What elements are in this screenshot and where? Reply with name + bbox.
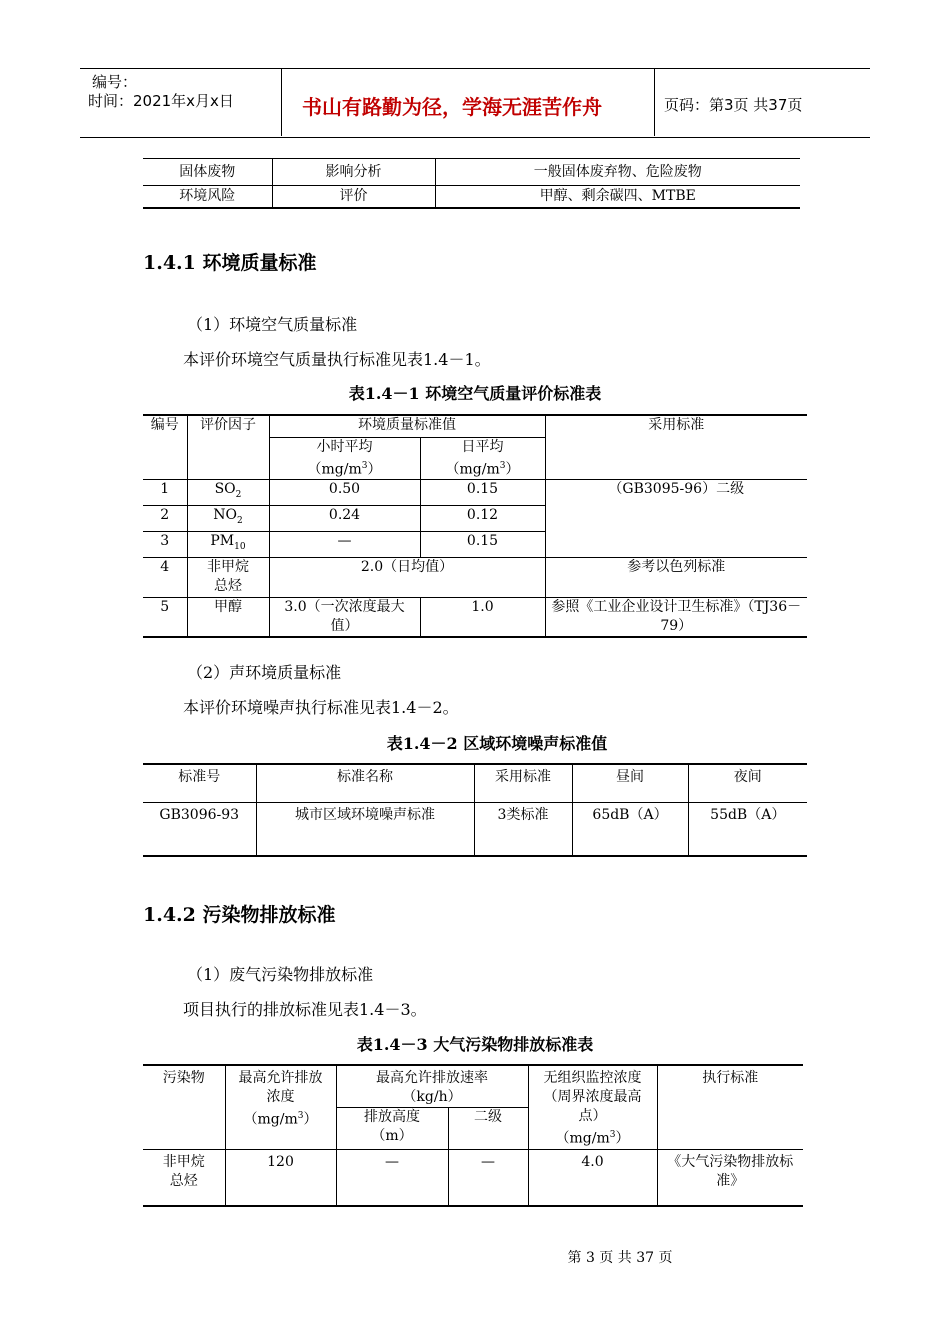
table-caption: 表1.4－3 大气污染物排放标准表 [356, 1035, 594, 1054]
page-footer: 第 3 页 共 37 页 [567, 1250, 673, 1266]
header-cell: 无组织监控浓度（周界浓度最高点） $(mg/m^3)$ [528, 1065, 657, 1150]
header-cell: 环境质量标准值 [269, 415, 545, 437]
header-cell: 采用标准 [474, 764, 572, 802]
table-cell: 120 [225, 1150, 336, 1206]
table-cell: $PM_{10}$ [187, 531, 269, 557]
table-cell: 参照《工业企业设计卫生标准》（TJ36－79） [551, 598, 802, 634]
paragraph: （2）声环境质量标准 [187, 663, 342, 682]
table-cell: 1 [143, 480, 187, 506]
table-caption: 表1.4－2 区域环境噪声标准值 [386, 734, 608, 753]
table-cell: $SO_2$ [187, 480, 269, 506]
header-cell: 昼间 [572, 764, 688, 802]
table-cell: 固体废物 [179, 163, 236, 180]
header-cell: 评价因子 [187, 415, 269, 480]
table-cell: 3类标准 [474, 802, 572, 856]
table-cell: 0.50 [269, 480, 420, 506]
header-cell: 二级 [448, 1108, 528, 1150]
table-cell: 3 [143, 531, 187, 557]
header-divider [281, 68, 282, 136]
table-cell: GB3096-93 [143, 802, 256, 856]
air-quality-table [143, 414, 807, 638]
table-caption: 表1.4－1 环境空气质量评价标准表 [348, 384, 602, 403]
table-cell: 0.24 [269, 505, 420, 531]
table-cell: 非甲烷总烃 [143, 1150, 225, 1206]
time-label: 时间：2021年x月x日 [88, 92, 234, 110]
table-cell: 1.0 [420, 597, 545, 637]
header-cell: 最高允许排放浓度 $(mg/m^3)$ [225, 1065, 336, 1150]
header-divider [654, 68, 655, 136]
table-cell: 环境风险 [179, 187, 236, 204]
header-cell: 编号 [143, 415, 187, 480]
paragraph: （1）废气污染物排放标准 [187, 965, 374, 984]
table-cell: $NO_2$ [187, 505, 269, 531]
table-cell: 4 [143, 557, 187, 597]
table-cell: 0.15 [420, 531, 545, 557]
table-cell: 甲醇 [187, 597, 269, 637]
table-cell: 55dB（A） [710, 806, 786, 823]
header-cell: 污染物 [143, 1065, 225, 1150]
table-cell: 5 [143, 597, 187, 637]
header-cell: 标准号 [143, 764, 256, 802]
header-cell: 最高允许排放速率 （kg/h） [336, 1065, 528, 1108]
table-cell: 4.0 [528, 1150, 657, 1206]
table-cell: — [336, 1150, 448, 1206]
header-cell: 标准名称 [256, 764, 474, 802]
table-cell: 0.15 [420, 480, 545, 506]
noise-standard-table [143, 763, 807, 857]
table-cell: 参考以色列标准 [627, 558, 726, 575]
header-motto: 书山有路勤为径，学海无涯苦作舟 [302, 95, 602, 119]
table-cell: 评价 [272, 186, 435, 208]
section-heading: 1.4.1 环境质量标准 [143, 252, 317, 274]
continued-table [143, 158, 800, 209]
section-heading: 1.4.2 污染物排放标准 [143, 904, 336, 926]
header-cell: 日平均 $(mg/m^3)$ [420, 437, 545, 480]
table-cell: 非甲烷总烃 [187, 557, 269, 597]
table-cell: — [448, 1150, 528, 1206]
emission-standard-table [143, 1064, 803, 1207]
header-cell: 小时平均 $(mg/m^3)$ [269, 437, 420, 480]
table-cell: 2.0（日均值） [269, 557, 545, 597]
table-cell: 2 [143, 505, 187, 531]
header-cell: 执行标准 [702, 1070, 759, 1086]
table-cell: 65dB（A） [572, 802, 688, 856]
table-cell: 甲醇、剩余碳四、MTBE [435, 186, 800, 208]
paragraph: 项目执行的排放标准见表1.4－3。 [183, 1000, 427, 1019]
paragraph: 本评价环境噪声执行标准见表1.4－2。 [183, 698, 459, 717]
table-cell: — [269, 531, 420, 557]
table-cell: 城市区域环境噪声标准 [256, 802, 474, 856]
code-label: 编号： [92, 73, 138, 91]
page-info: 页码：第3页 共37页 [664, 96, 803, 114]
table-cell: （GB3095-96）二级 [608, 481, 745, 498]
paragraph: （1）环境空气质量标准 [187, 315, 358, 334]
table-cell: 《大气污染物排放标准》 [667, 1154, 794, 1189]
header-cell: 采用标准 [648, 417, 705, 433]
header-cell: 排放高度 （m） [336, 1108, 448, 1150]
table-cell: 0.12 [420, 505, 545, 531]
table-cell: 一般固体废弃物、危险废物 [435, 159, 800, 186]
table-cell: 3.0（一次浓度最大值） [269, 597, 420, 637]
paragraph: 本评价环境空气质量执行标准见表1.4－1。 [183, 350, 491, 369]
table-cell: 影响分析 [272, 159, 435, 186]
header-cell: 夜间 [733, 769, 762, 785]
